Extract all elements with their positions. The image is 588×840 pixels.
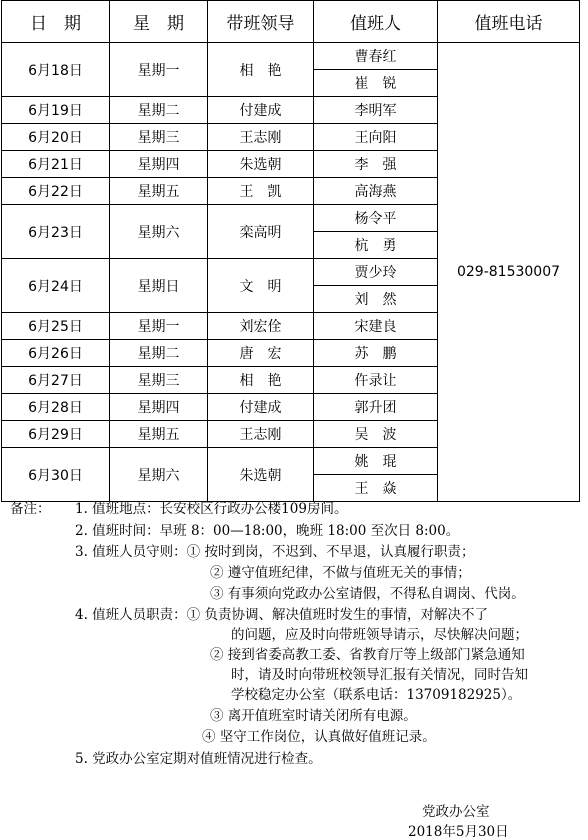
header-phone: 值班电话 — [438, 1, 580, 43]
weekday-cell: 星期一 — [110, 43, 208, 97]
header-staff: 值班人 — [314, 1, 438, 43]
note-line: 5. 党政办公室定期对值班情况进行检查。 — [75, 751, 322, 767]
date-cell: 6月26日 — [2, 340, 110, 367]
date-cell: 6月30日 — [2, 448, 110, 502]
leader-cell: 栾高明 — [208, 205, 314, 259]
weekday-cell: 星期五 — [110, 421, 208, 448]
staff-cell: 杭 勇 — [314, 232, 438, 259]
weekday-cell: 星期六 — [110, 448, 208, 502]
staff-cell: 王 焱 — [314, 475, 438, 502]
date-cell: 6月28日 — [2, 394, 110, 421]
staff-cell: 姚 琨 — [314, 448, 438, 475]
note-line: 1. 值班地点：长安校区行政办公楼109房间。 — [75, 501, 348, 517]
table-body — [2, 43, 580, 502]
notes-label: 备注： — [10, 501, 51, 517]
note-line: ② 遵守值班纪律，不做与值班无关的事情； — [210, 565, 471, 581]
leader-cell: 文 明 — [208, 259, 314, 313]
header-date: 日 期 — [2, 1, 110, 43]
note-line: 学校稳定办公室（联系电话：13709182925）。 — [231, 687, 522, 703]
note-line: ④ 坚守工作岗位，认真做好值班记录。 — [202, 729, 436, 745]
weekday-cell: 星期二 — [110, 97, 208, 124]
staff-cell: 崔 锐 — [314, 70, 438, 97]
note-line: 3. 值班人员守则：① 按时到岗，不迟到、不早退，认真履行职责； — [75, 544, 475, 560]
date-cell: 6月29日 — [2, 421, 110, 448]
weekday-cell: 星期三 — [110, 367, 208, 394]
staff-cell: 宋建良 — [314, 313, 438, 340]
leader-cell: 相 艳 — [208, 367, 314, 394]
leader-cell: 朱选朝 — [208, 448, 314, 502]
leader-cell: 刘宏佺 — [208, 313, 314, 340]
weekday-cell: 星期六 — [110, 205, 208, 259]
leader-cell: 王志刚 — [208, 421, 314, 448]
staff-cell: 郭升团 — [314, 394, 438, 421]
leader-cell: 相 艳 — [208, 43, 314, 97]
date-cell: 6月19日 — [2, 97, 110, 124]
date-cell: 6月24日 — [2, 259, 110, 313]
weekday-cell: 星期一 — [110, 313, 208, 340]
weekday-cell: 星期四 — [110, 151, 208, 178]
staff-cell: 高海燕 — [314, 178, 438, 205]
staff-cell: 王向阳 — [314, 124, 438, 151]
weekday-cell: 星期四 — [110, 394, 208, 421]
table-row — [2, 43, 580, 70]
note-line: ③ 离开值班室时请关闭所有电源。 — [210, 708, 417, 724]
leader-cell: 付建成 — [208, 394, 314, 421]
signature-date: 2018年5月30日 — [408, 824, 509, 840]
note-line: 4. 值班人员职责：① 负责协调、解决值班时发生的事情，对解决不了 — [75, 607, 488, 623]
date-cell: 6月27日 — [2, 367, 110, 394]
duty-schedule-table — [1, 0, 580, 502]
staff-cell: 苏 鹏 — [314, 340, 438, 367]
staff-cell: 李明军 — [314, 97, 438, 124]
note-line: ③ 有事须向党政办公室请假，不得私自调岗、代岗。 — [210, 586, 525, 602]
phone-cell: 029-81530007 — [438, 43, 580, 502]
staff-cell: 仵录让 — [314, 367, 438, 394]
note-line: ② 接到省委高教工委、省教育厅等上级部门紧急通知 — [210, 647, 525, 663]
date-cell: 6月22日 — [2, 178, 110, 205]
note-line: 的问题，应及时向带班领导请示，尽快解决问题； — [231, 627, 528, 643]
leader-cell: 朱选朝 — [208, 151, 314, 178]
header-weekday: 星 期 — [110, 1, 208, 43]
date-cell: 6月23日 — [2, 205, 110, 259]
date-cell: 6月21日 — [2, 151, 110, 178]
leader-cell: 唐 宏 — [208, 340, 314, 367]
staff-cell: 杨令平 — [314, 205, 438, 232]
weekday-cell: 星期二 — [110, 340, 208, 367]
weekday-cell: 星期三 — [110, 124, 208, 151]
table-header-row — [2, 1, 580, 43]
date-cell: 6月25日 — [2, 313, 110, 340]
note-line: 2. 值班时间：早班 8：00—18:00，晚班 18:00 至次日 8:00。 — [75, 523, 460, 539]
date-cell: 6月20日 — [2, 124, 110, 151]
staff-cell: 贾少玲 — [314, 259, 438, 286]
signature-office: 党政办公室 — [422, 804, 490, 820]
weekday-cell: 星期日 — [110, 259, 208, 313]
weekday-cell: 星期五 — [110, 178, 208, 205]
leader-cell: 王志刚 — [208, 124, 314, 151]
staff-cell: 刘 然 — [314, 286, 438, 313]
header-leader: 带班领导 — [208, 1, 314, 43]
leader-cell: 王 凯 — [208, 178, 314, 205]
staff-cell: 吴 波 — [314, 421, 438, 448]
note-line: 时，请及时向带班校领导汇报有关情况，同时告知 — [231, 667, 528, 683]
date-cell: 6月18日 — [2, 43, 110, 97]
staff-cell: 曹春红 — [314, 43, 438, 70]
leader-cell: 付建成 — [208, 97, 314, 124]
staff-cell: 李 强 — [314, 151, 438, 178]
